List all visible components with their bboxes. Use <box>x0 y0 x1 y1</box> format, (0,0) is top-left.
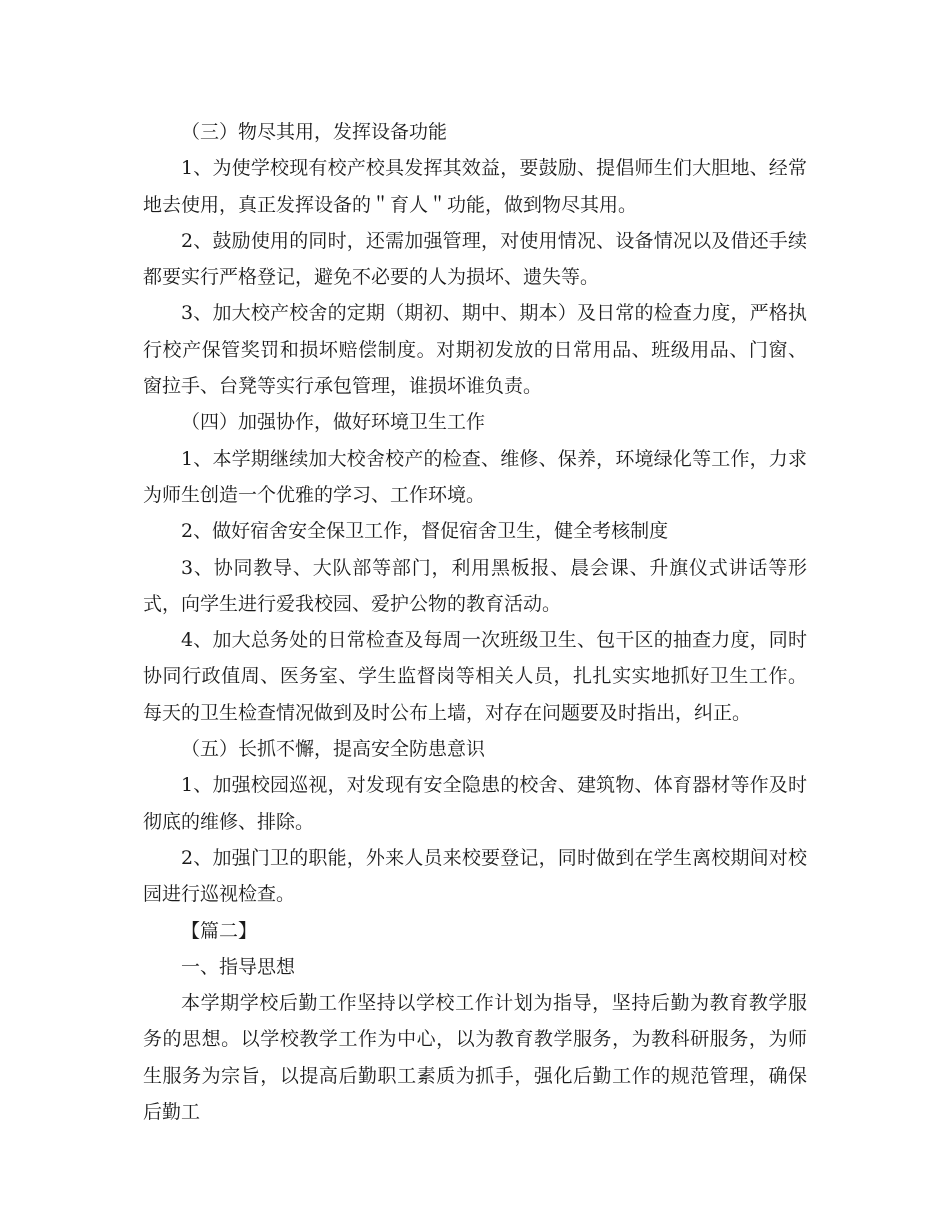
paragraph: 3、加大校产校舍的定期（期初、期中、期本）及日常的检查力度，严格执行校产保管奖罚和损坏赔偿制度。对期初发放的日常用品、班级用品、门窗、窗拉手、台凳等实行承包管理，谁损坏谁负责。 <box>143 302 807 398</box>
paragraph: 2、加强门卫的职能，外来人员来校要登记，同时做到在学生离校期间对校园进行巡视检查。 <box>143 846 807 906</box>
paragraph: 2、做好宿舍安全保卫工作，督促宿舍卫生，健全考核制度 <box>181 520 669 543</box>
paragraph: 1、本学期继续加大校舍校产的检查、维修、保养，环境绿化等工作，力求为师生创造一个优雅的学习、工作环境。 <box>143 447 807 506</box>
section-heading-5: （五）长抓不懈，提高安全防患意识 <box>181 738 486 761</box>
paragraph: 本学期学校后勤工作坚持以学校工作计划为指导，坚持后勤为教育教学服务的思想。以学校教学工作为中心，以为教育教学服务，为教科研服务，为师生服务为宗旨，以提高后勤职工素质为抓手，强化后勤工作的规范管理，确保后勤工 <box>143 992 807 1124</box>
document-body <box>143 114 807 1130</box>
paragraph: 1、为使学校现有校产校具发挥其效益，要鼓励、提倡师生们大胆地、经常地去使用，真正发挥设备的＂育人＂功能，做到物尽其用。 <box>143 157 807 216</box>
section-heading-guiding: 一、指导思想 <box>181 955 296 978</box>
section-heading-3: （三）物尽其用，发挥设备功能 <box>181 121 448 143</box>
section-heading-4: （四）加强协作，做好环境卫生工作 <box>181 411 486 434</box>
paragraph: 1、加强校园巡视，对发现有安全隐患的校舍、建筑物、体育器材等作及时彻底的维修、排除。 <box>143 774 807 833</box>
paragraph: 3、协同教导、大队部等部门，利用黑板报、晨会课、升旗仪式讲话等形式，向学生进行爱我校园、爱护公物的教育活动。 <box>143 556 807 615</box>
paragraph: 2、鼓励使用的同时，还需加强管理，对使用情况、设备情况以及借还手续都要实行严格登记，避免不必要的人为损坏、遗失等。 <box>143 229 807 289</box>
paragraph: 4、加大总务处的日常检查及每周一次班级卫生、包干区的抽查力度，同时协同行政值周、医务室、学生监督岗等相关人员，扎扎实实地抓好卫生工作。每天的卫生检查情况做到及时公布上墙，对存在问题要及时指出，纠正。 <box>143 629 807 724</box>
part-heading: 【篇二】 <box>181 919 258 942</box>
